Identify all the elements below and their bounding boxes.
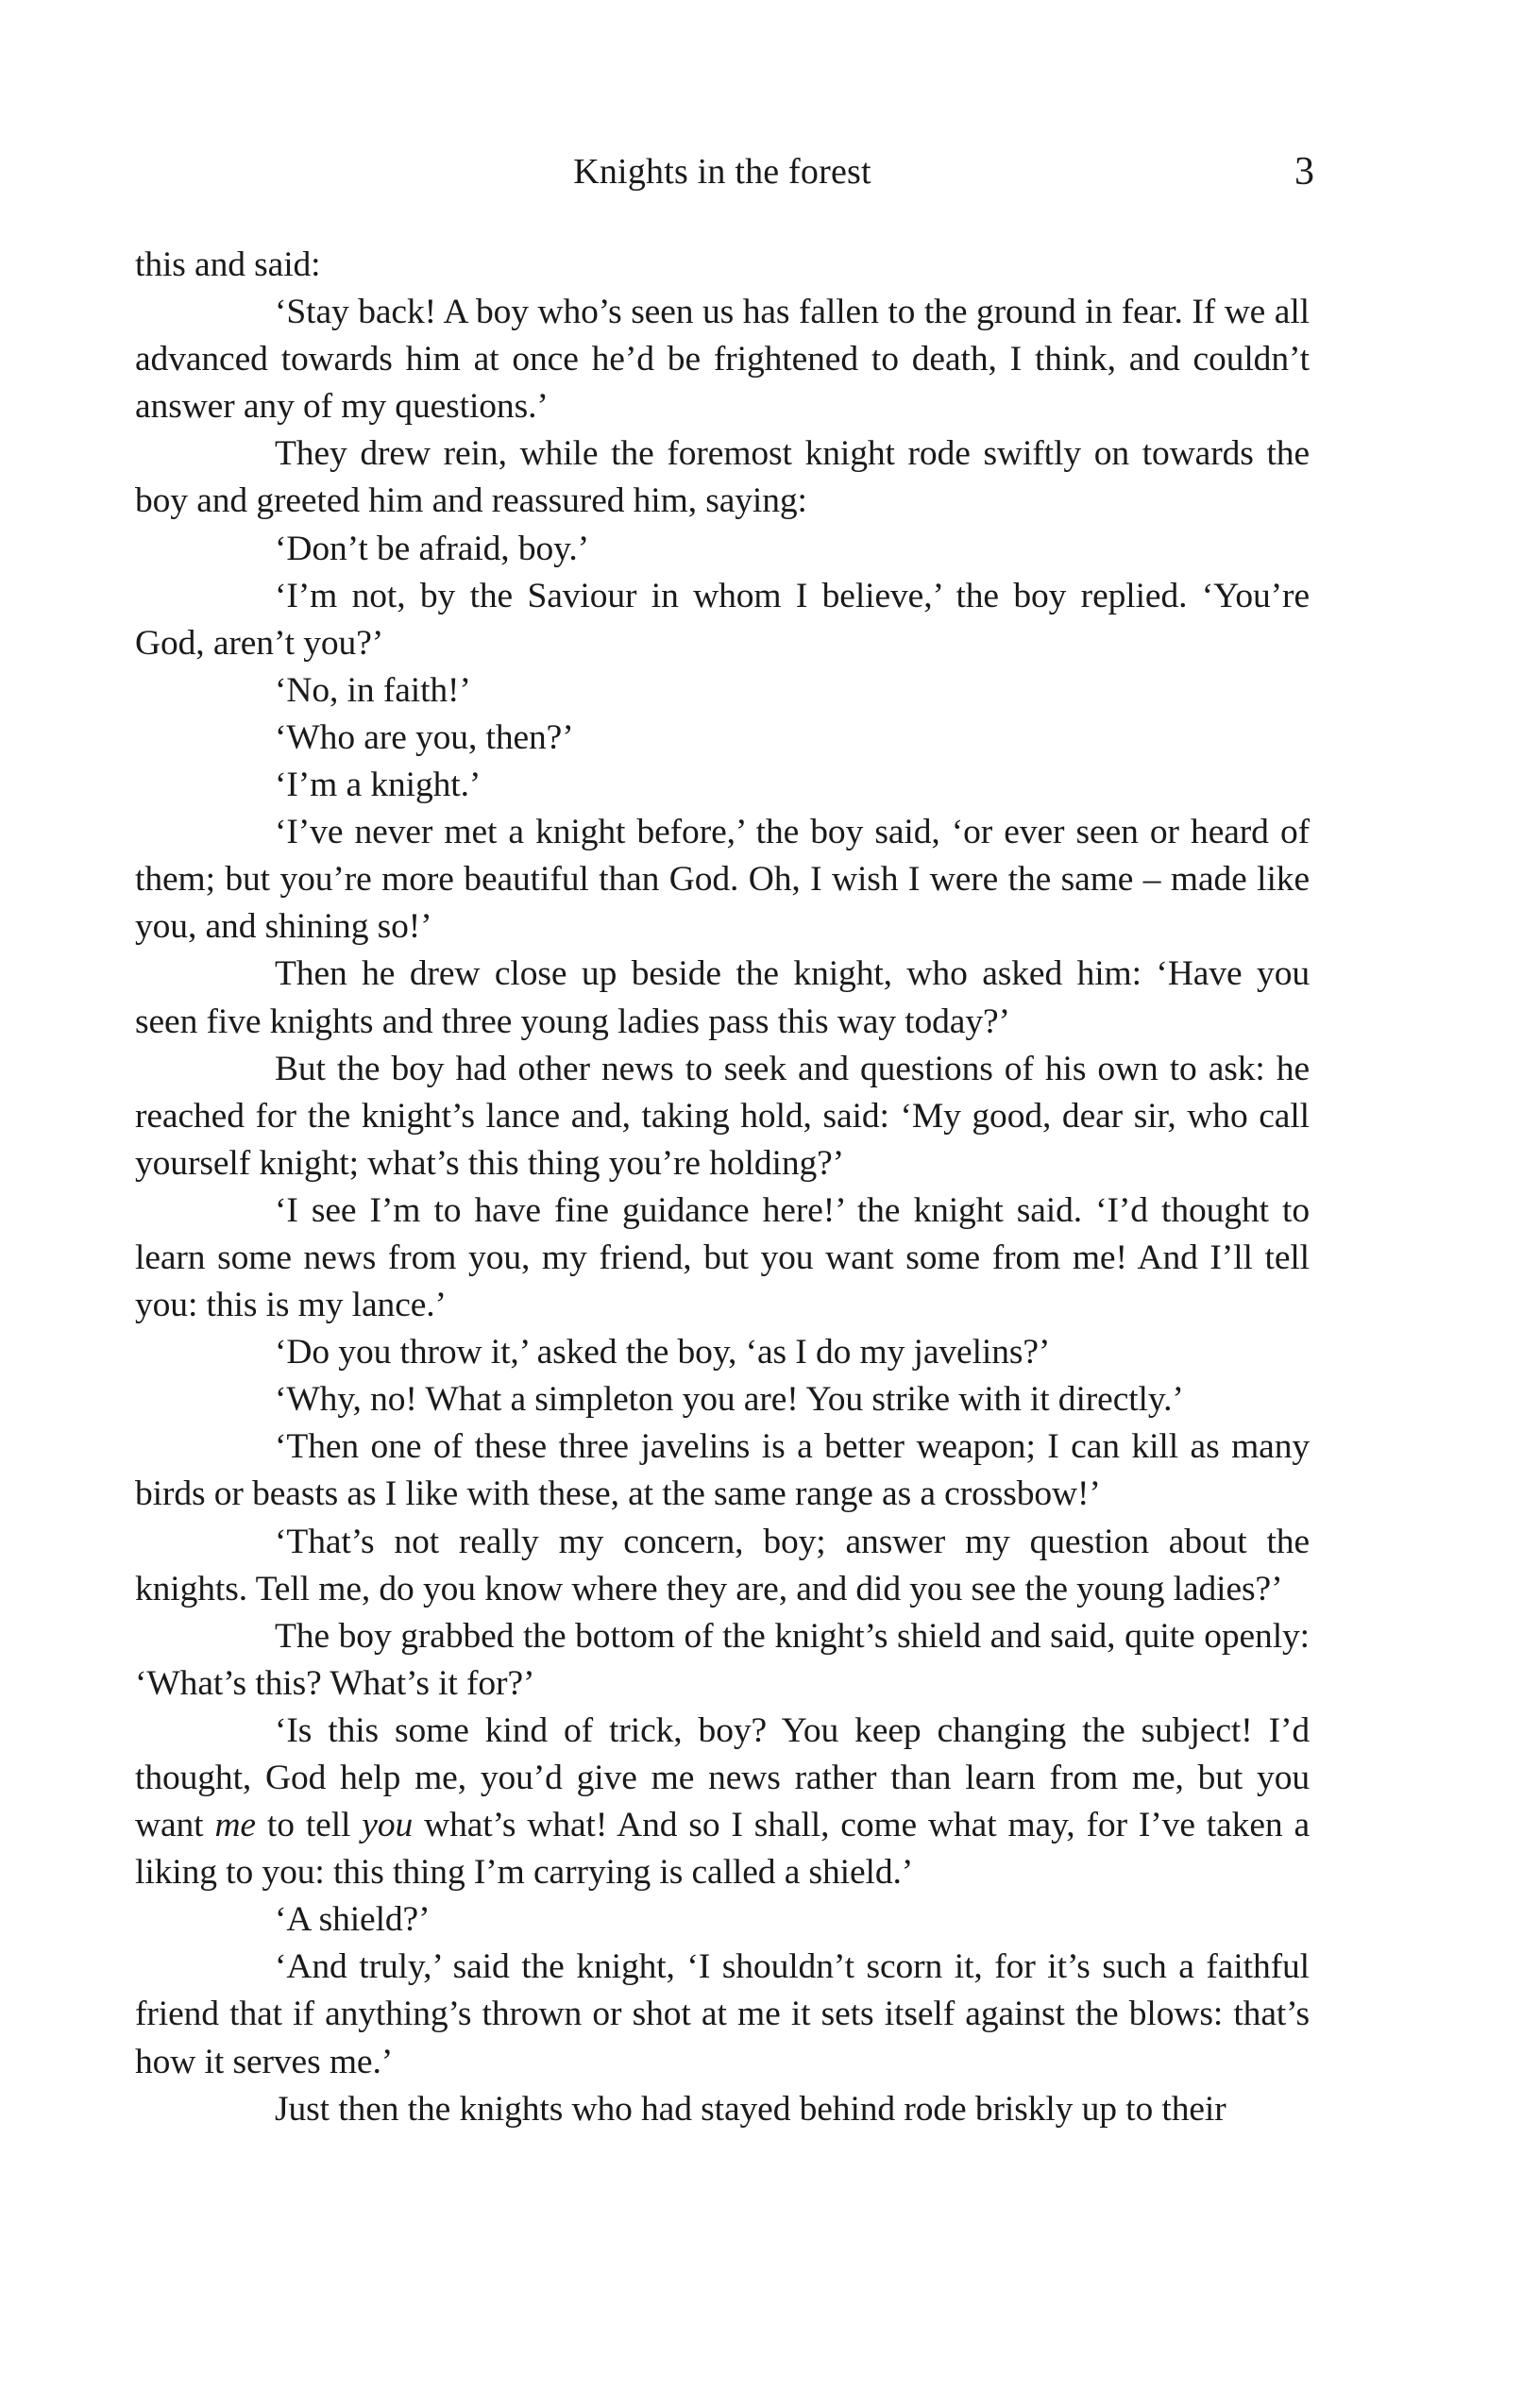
body-text xyxy=(135,242,1310,2133)
emphasis: me xyxy=(214,1806,256,1845)
running-title: Knights in the forest xyxy=(573,152,871,192)
paragraph: Then he drew close up beside the knight, who asked him: ‘Have you seen five knights and three young ladies pass this way today?’ xyxy=(135,954,1310,1041)
paragraph: Just then the knights who had stayed behind rode briskly up to their xyxy=(275,2089,1226,2129)
paragraph: ‘I’ve never met a knight before,’ the boy said, ‘or ever seen or heard of them; but you’re more beautiful than God. Oh, I wish I were the same – made like you, and shining so!’ xyxy=(135,813,1310,947)
paragraph: But the boy had other news to seek and questions of his own to ask: he reached for the knight’s lance and, taking hold, said: ‘My good, dear sir, who call yourself knight; what’s this thing you’re holding?’ xyxy=(135,1049,1310,1183)
paragraph: ‘Don’t be afraid, boy.’ xyxy=(275,529,590,568)
text-span: ‘Is this some kind of trick, boy? You keep changing the subject! I’d thought, God help me, you’d give me news rather than learn from me, but you want xyxy=(135,1710,1310,1845)
paragraph xyxy=(135,1708,1310,1896)
paragraph: ‘I’m not, by the Saviour in whom I believe,’ the boy replied. ‘You’re God, aren’t you?’ xyxy=(135,576,1310,663)
emphasis: you xyxy=(362,1806,414,1845)
paragraph: ‘I see I’m to have fine guidance here!’ the knight said. ‘I’d thought to learn some news from you, my friend, but you want some from me! And I’ll tell you: this is my lance.’ xyxy=(135,1190,1310,1325)
paragraph: this and said: xyxy=(135,245,321,284)
page-number: 3 xyxy=(1294,150,1314,194)
paragraph: ‘That’s not really my concern, boy; answer my question about the knights. Tell me, do you know where they are, and did you see the young ladies?’ xyxy=(135,1522,1310,1608)
paragraph: ‘A shield?’ xyxy=(275,1900,431,1940)
paragraph: ‘No, in faith!’ xyxy=(275,670,471,710)
running-header xyxy=(0,145,1539,198)
paragraph: ‘Stay back! A boy who’s seen us has fallen to the ground in fear. If we all advanced towards him at once he’d be frightened to death, I think, and couldn’t answer any of my questions.’ xyxy=(135,293,1310,427)
paragraph: The boy grabbed the bottom of the knight’s shield and said, quite openly: ‘What’s this? What’s it for?’ xyxy=(135,1616,1310,1703)
paragraph: ‘And truly,’ said the knight, ‘I shouldn’t scorn it, for it’s such a faithful friend that if anything’s thrown or shot at me it sets itself against the blows: that’s how it serves me.’ xyxy=(135,1947,1310,2081)
paragraph: They drew rein, while the foremost knight rode swiftly on towards the boy and greeted him and reassured him, saying: xyxy=(135,434,1310,521)
paragraph: ‘Then one of these three javelins is a better weapon; I can kill as many birds or beasts as I like with these, at the same range as a crossbow!’ xyxy=(135,1427,1310,1514)
paragraph: ‘Who are you, then?’ xyxy=(275,717,574,757)
text-span: what’s what! And so I shall, come what may, for I’ve taken a liking to you: this thing I’m carrying is called a shield.’ xyxy=(135,1806,1311,1893)
paragraph: ‘Do you throw it,’ asked the boy, ‘as I do my javelins?’ xyxy=(275,1333,1051,1372)
text-span: to tell xyxy=(255,1806,363,1845)
paragraph: ‘Why, no! What a simpleton you are! You strike with it directly.’ xyxy=(275,1380,1184,1420)
paragraph: ‘I’m a knight.’ xyxy=(275,766,482,805)
